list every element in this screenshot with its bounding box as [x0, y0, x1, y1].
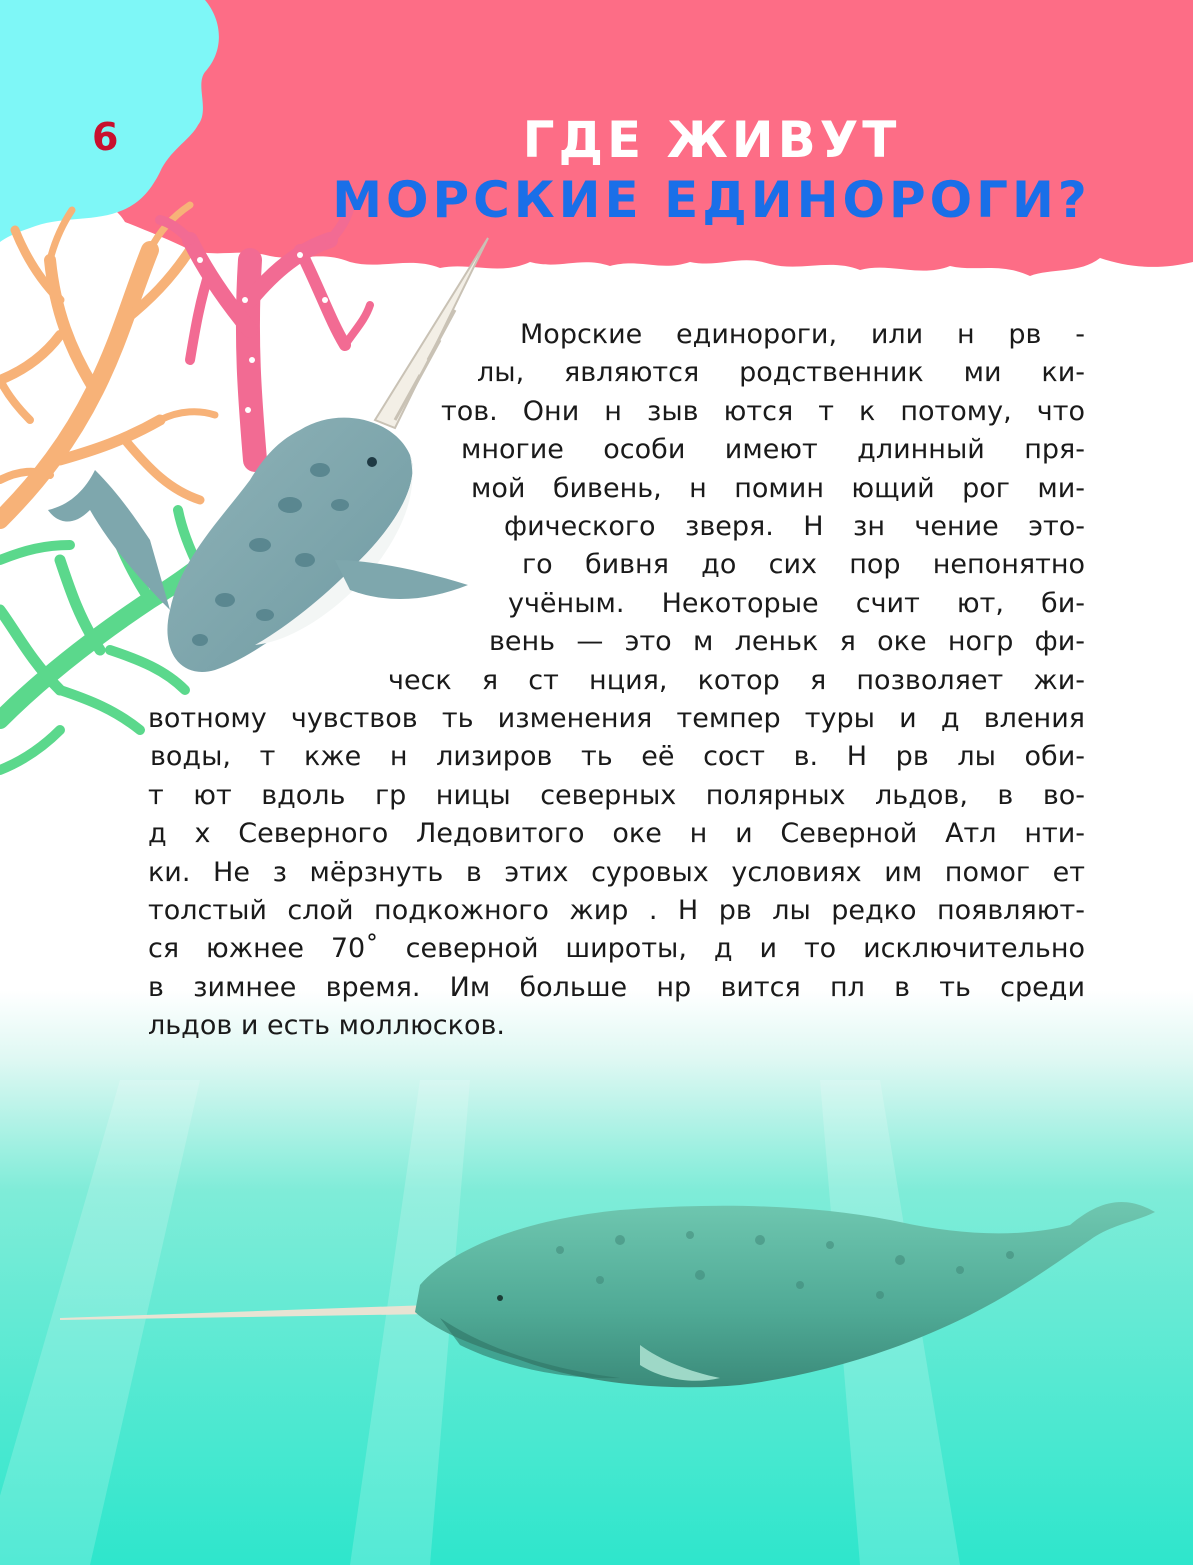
text-line: Морские единороги, или н рв -	[520, 319, 1085, 350]
text-line: ки. Не з мёрзнуть в этих суровых условиях им помог ет	[148, 856, 1085, 888]
cartoon-narwhal	[48, 238, 488, 672]
text-line: вотному чувствов ть изменения темпер туры и д вления	[148, 703, 1085, 734]
text-line: лы, являются родственник ми ки-	[477, 357, 1085, 389]
text-line: вень — это м леньк я оке ногр фи-	[489, 626, 1085, 658]
text-line: льдов и есть моллюсков.	[148, 1010, 505, 1042]
text-line: толстый слой подкожного жир . Н рв лы редко появляют-	[148, 895, 1085, 926]
text-line: мой бивень, н помин ющий рог ми-	[471, 472, 1085, 504]
text-line: ся южнее 70˚ северной широты, д и то исключительно	[148, 933, 1085, 965]
text-line: воды, т кже н лизиров ть её сост в. Н рв лы оби-	[150, 741, 1085, 773]
text-line: т ют вдоль гр ницы северных полярных льдов, в во-	[148, 779, 1085, 811]
title-line-2: МОРСКИЕ ЕДИНОРОГИ?	[332, 171, 1091, 229]
text-line: учёным. Некоторые счит ют, би-	[508, 587, 1085, 619]
text-line: в зимнее время. Им больше нр вится пл в ть среди	[148, 971, 1085, 1003]
page-number: 6	[92, 115, 119, 159]
text-line: д х Северного Ледовитого оке н и Северной Атл нти-	[148, 818, 1085, 850]
page-title	[0, 110, 1193, 230]
text-line: многие особи имеют длинный пря-	[461, 434, 1085, 466]
coral-orange	[0, 205, 215, 520]
text-line: ческ я ст нция, котор я позволяет жи-	[388, 664, 1085, 696]
title-line-1: ГДЕ ЖИВУТ	[522, 111, 901, 169]
text-line: фического зверя. Н зн чение это-	[504, 511, 1085, 542]
text-line: тов. Они н зыв ются т к потому, что	[441, 395, 1085, 427]
text-line: го бивня до сих пор непонятно	[522, 549, 1085, 581]
